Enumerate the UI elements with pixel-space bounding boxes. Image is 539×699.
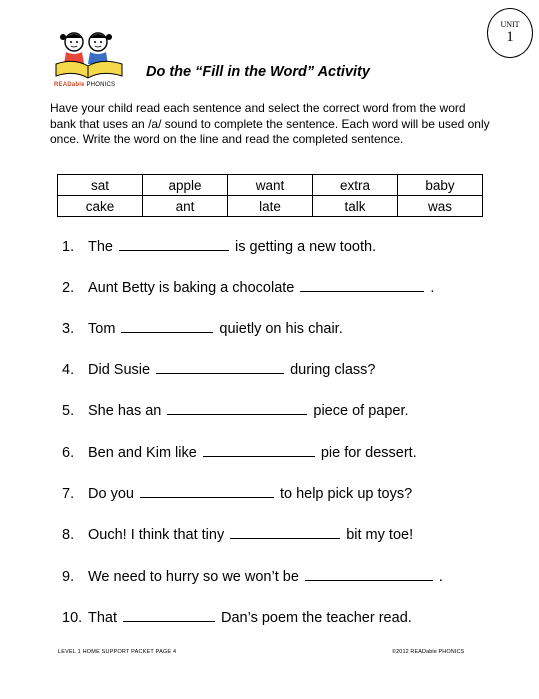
sentence-number: 3. [62, 321, 75, 337]
sentence-number: 1. [62, 239, 75, 255]
sentence-after: bit my toe! [346, 527, 414, 543]
answer-blank[interactable] [121, 320, 213, 333]
sentence-number: 5. [62, 403, 75, 419]
word-bank-row [58, 196, 483, 217]
unit-number: 1 [506, 29, 514, 45]
sentence-after: . [438, 569, 443, 585]
word-bank-cell: ant [143, 196, 228, 217]
word-bank [57, 174, 483, 217]
answer-blank[interactable] [156, 361, 284, 374]
sentence-number: 10. [62, 610, 83, 626]
word-bank-cell: late [228, 196, 313, 217]
sentence-before: Ben and Kim like [88, 445, 197, 461]
kids-reading-logo-icon [44, 30, 140, 82]
unit-label: UNIT [500, 20, 520, 29]
sentence-number: 9. [62, 569, 75, 585]
sentence-item [62, 279, 434, 296]
answer-blank[interactable] [119, 238, 229, 251]
word-bank-cell: extra [313, 175, 398, 196]
sentence-before: We need to hurry so we won’t be [88, 569, 299, 585]
sentence-before: Tom [88, 321, 116, 337]
sentence-item [62, 320, 343, 337]
sentence-number: 4. [62, 362, 75, 378]
answer-blank[interactable] [300, 279, 424, 292]
logo-brand: READable PHONICS [54, 82, 116, 88]
sentence-item [62, 609, 412, 626]
answer-blank[interactable] [167, 402, 307, 415]
word-bank-cell: talk [313, 196, 398, 217]
sentence-after: quietly on his chair. [219, 321, 343, 337]
sentence-after: pie for dessert. [320, 445, 417, 461]
sentence-after: is getting a new tooth. [235, 239, 377, 255]
sentence-before: The [88, 239, 113, 255]
sentence-before: That [88, 610, 118, 626]
answer-blank[interactable] [140, 485, 274, 498]
sentence-item [62, 485, 412, 502]
sentence-before: Did Susie [88, 362, 151, 378]
word-bank-cell: sat [58, 175, 143, 196]
sentence-before: Ouch! I think that tiny [88, 527, 225, 543]
instructions [50, 101, 490, 148]
instructions-text: Have your child read each sentence and select the correct word from the word bank that uses an /a/ sound to complete the sentence. Each word will be used only once. Write the word on the line and read the completed sentence. [50, 101, 490, 146]
sentence-after: to help pick up toys? [279, 486, 413, 502]
sentence-before: Do you [88, 486, 134, 502]
unit-badge [487, 8, 533, 58]
activity-title: Do the “Fill in the Word” Activity [146, 64, 370, 80]
sentence-before: She has an [88, 403, 162, 419]
footer-right: ©2012 READable PHONICS [392, 649, 465, 655]
logo [44, 30, 140, 92]
word-bank-cell: want [228, 175, 313, 196]
sentence-before: Aunt Betty is baking a chocolate [88, 280, 295, 296]
answer-blank[interactable] [123, 609, 215, 622]
answer-blank[interactable] [203, 444, 315, 457]
sentence-after: piece of paper. [313, 403, 409, 419]
word-bank-cell: was [398, 196, 483, 217]
word-bank-row [58, 175, 483, 196]
sentence-item [62, 361, 376, 378]
sentence-number: 7. [62, 486, 75, 502]
sentence-number: 8. [62, 527, 75, 543]
sentence-item [62, 238, 376, 255]
sentence-after: Dan’s poem the teacher read. [221, 610, 412, 626]
sentence-number: 6. [62, 445, 75, 461]
sentence-item [62, 444, 417, 461]
answer-blank[interactable] [305, 568, 433, 581]
sentence-number: 2. [62, 280, 75, 296]
word-bank-cell: apple [143, 175, 228, 196]
sentence-item [62, 568, 443, 585]
sentence-item [62, 402, 409, 419]
sentence-item [62, 526, 413, 543]
word-bank-cell: cake [58, 196, 143, 217]
answer-blank[interactable] [230, 526, 340, 539]
sentence-after: during class? [290, 362, 376, 378]
footer-left: LEVEL 1 HOME SUPPORT PACKET PAGE 4 [58, 649, 177, 655]
word-bank-cell: baby [398, 175, 483, 196]
sentence-after: . [430, 280, 435, 296]
